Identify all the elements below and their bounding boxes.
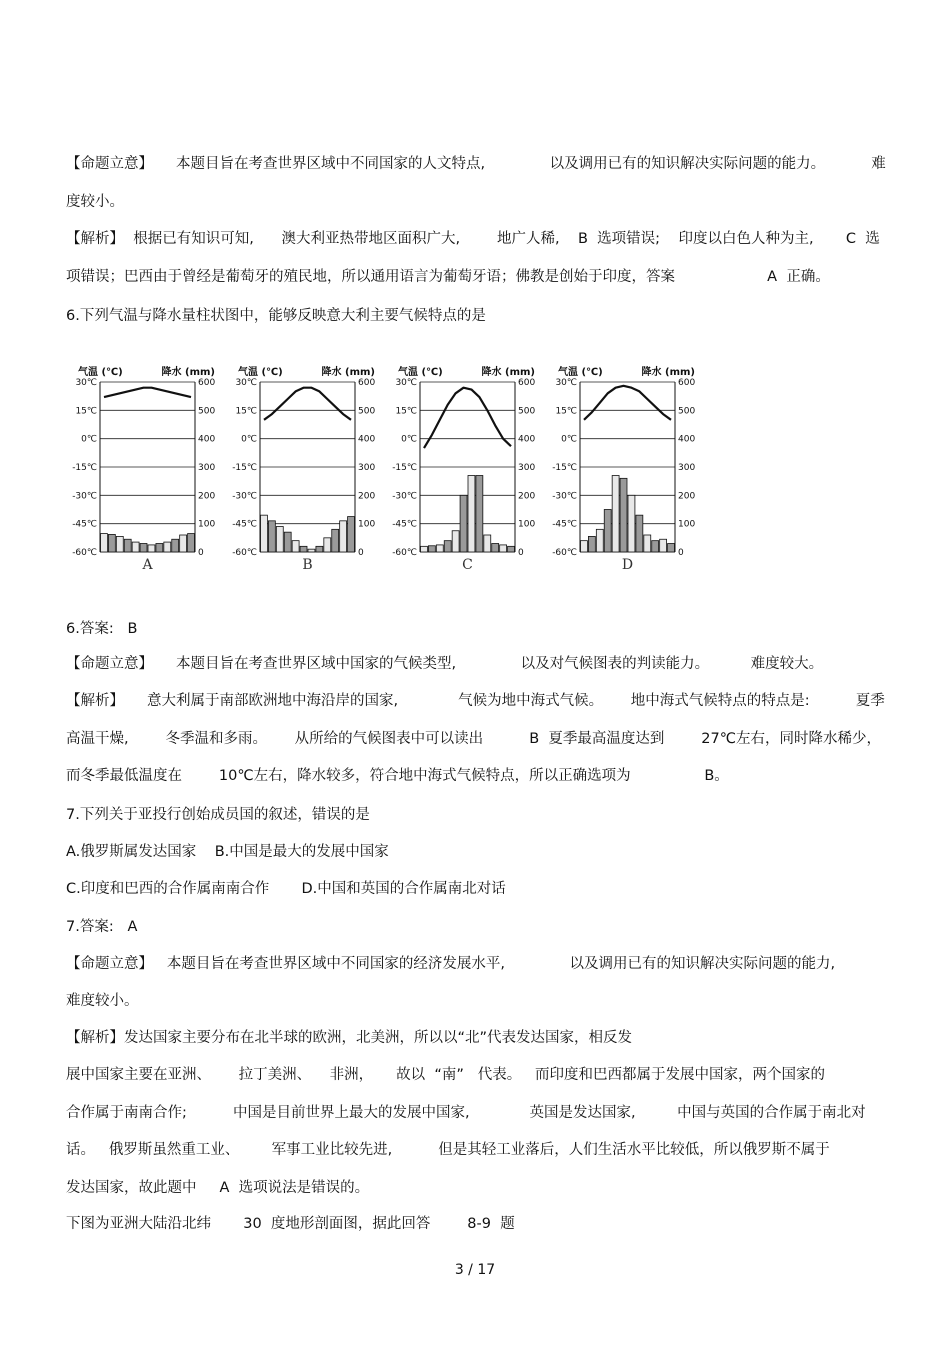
precip-tick-label: 0: [198, 548, 204, 558]
precip-tick-label: 200: [198, 491, 216, 502]
precip-bar: [316, 546, 323, 552]
temp-tick-label: -15℃: [232, 463, 257, 473]
temp-axis-title: 气温 (℃): [78, 367, 123, 378]
temp-tick-label: -30℃: [72, 491, 97, 502]
temp-tick-label: 30℃: [395, 378, 417, 388]
precip-bar: [620, 478, 627, 552]
temp-tick-label: -60℃: [552, 548, 577, 558]
precip-bar: [180, 535, 187, 552]
precip-tick-label: 400: [518, 434, 536, 445]
answer-6: 6.答案: B: [66, 621, 138, 637]
temp-tick-label: -30℃: [232, 491, 257, 502]
precip-bar: [596, 529, 603, 552]
answer-7: 7.答案: A: [66, 919, 138, 935]
precip-bar: [476, 476, 483, 553]
precip-bar: [492, 544, 499, 553]
precip-bar: [421, 546, 428, 552]
doc-line-4: 项错误；巴西由于曾经是葡萄牙的殖民地，所以通用语言为葡萄牙语；佛教是创始于印度，答案 A 正确。: [66, 269, 830, 285]
precip-bar: [124, 539, 131, 552]
precip-tick-label: 100: [518, 519, 536, 530]
precip-tick-label: 500: [198, 406, 216, 417]
precip-tick-label: 400: [198, 434, 216, 445]
precip-bar: [308, 549, 315, 552]
precip-tick-label: 600: [518, 378, 536, 388]
doc-line-1: 【命题立意】 本题目旨在考查世界区域中不同国家的人文特点, 以及调用已有的知识解决实际问题的能力。 难: [66, 156, 886, 172]
temp-tick-label: -60℃: [392, 548, 417, 558]
precip-bar: [484, 535, 491, 552]
precip-tick-label: 0: [678, 548, 684, 558]
precip-tick-label: 500: [518, 406, 536, 417]
precip-bar: [292, 541, 299, 552]
precip-bar: [581, 541, 588, 552]
temp-tick-label: 15℃: [395, 406, 417, 417]
doc-line-15: 【命题立意】 本题目旨在考查世界区域中不同国家的经济发展水平, 以及调用已有的知识解决实际问题的能力,: [66, 956, 836, 972]
precip-bar: [156, 544, 163, 553]
chart-label: D: [621, 557, 634, 573]
climate-charts: [70, 360, 720, 580]
temp-tick-label: -60℃: [232, 548, 257, 558]
precip-bar: [164, 542, 171, 552]
precip-tick-label: 200: [678, 491, 696, 502]
doc-line-10: 而冬季最低温度在 10℃左右，降水较多，符合地中海式气候特点，所以正确选项为 B。: [66, 768, 729, 784]
temp-axis-title: 气温 (℃): [398, 367, 443, 378]
temp-axis-title: 气温 (℃): [238, 367, 283, 378]
precip-bar: [268, 521, 275, 552]
precip-bar: [300, 546, 307, 552]
precip-bar: [660, 539, 667, 552]
precip-bar: [612, 476, 619, 553]
temp-tick-label: -45℃: [72, 519, 97, 530]
doc-line-22: 下图为亚洲大陆沿北纬 30 度地形剖面图，据此回答 8-9 题: [66, 1216, 515, 1232]
precip-bar: [604, 510, 611, 553]
precip-tick-label: 400: [358, 434, 376, 445]
precip-bar: [452, 531, 459, 552]
precip-tick-label: 100: [198, 519, 216, 530]
precip-tick-label: 500: [358, 406, 376, 417]
temp-tick-label: 0℃: [561, 434, 577, 445]
precip-bar: [444, 541, 451, 552]
temp-tick-label: 0℃: [241, 434, 257, 445]
chart-label: C: [462, 557, 473, 573]
temperature-line: [584, 386, 671, 420]
precip-tick-label: 100: [358, 519, 376, 530]
precip-tick-label: 300: [678, 463, 696, 473]
precip-tick-label: 300: [198, 463, 216, 473]
precip-bar: [108, 534, 115, 552]
precip-bar: [172, 539, 179, 552]
precip-bar: [500, 545, 507, 552]
precip-tick-label: 600: [198, 378, 216, 388]
precip-tick-label: 200: [518, 491, 536, 502]
precip-tick-label: 0: [518, 548, 524, 558]
temp-tick-label: -60℃: [72, 548, 97, 558]
precip-bar: [116, 536, 123, 552]
precip-tick-label: 500: [678, 406, 696, 417]
climate-chart-a: [70, 360, 220, 575]
temp-tick-label: -45℃: [232, 519, 257, 530]
temp-tick-label: 30℃: [235, 378, 257, 388]
temp-tick-label: -15℃: [72, 463, 97, 473]
precip-tick-label: 100: [678, 519, 696, 530]
precip-bar: [140, 544, 147, 553]
precip-axis-title: 降水 (mm): [321, 367, 375, 378]
precip-bar: [332, 529, 339, 552]
precip-tick-label: 0: [358, 548, 364, 558]
precip-tick-label: 400: [678, 434, 696, 445]
doc-line-7: 【命题立意】 本题目旨在考查世界区域中国家的气候类型, 以及对气候图表的判读能力。 难度较大。: [66, 656, 824, 672]
precip-bar: [460, 495, 467, 552]
precip-bar: [628, 495, 635, 552]
temp-tick-label: 30℃: [555, 378, 577, 388]
climate-chart-c: [390, 360, 540, 575]
precip-bar: [284, 532, 291, 552]
temp-tick-label: 0℃: [81, 434, 97, 445]
precip-tick-label: 200: [358, 491, 376, 502]
precip-bar: [588, 536, 595, 552]
temp-axis-title: 气温 (℃): [558, 367, 603, 378]
precip-bar: [428, 546, 435, 552]
doc-line-2: 度较小。: [66, 194, 124, 210]
temp-tick-label: -45℃: [552, 519, 577, 530]
precip-bar: [644, 535, 651, 552]
precip-bar: [132, 542, 139, 552]
precip-tick-label: 300: [358, 463, 376, 473]
doc-line-17: 【解析】发达国家主要分布在北半球的欧洲，北美洲，所以以“北”代表发达国家，相反发: [66, 1030, 633, 1046]
precip-bar: [652, 541, 659, 552]
precip-tick-label: 600: [678, 378, 696, 388]
temp-tick-label: -15℃: [392, 463, 417, 473]
doc-line-19: 合作属于南南合作; 中国是目前世界上最大的发展中国家, 英国是发达国家, 中国与英国的合作属于南北对: [66, 1105, 866, 1121]
question-6: 6.下列气温与降水量柱状图中，能够反映意大利主要气候特点的是: [66, 308, 486, 324]
page-number: 3 / 17: [454, 1262, 496, 1278]
doc-line-20: 话。 俄罗斯虽然重工业、 军事工业比较先进, 但是其轻工业落后，人们生活水平比较低，所以俄罗斯不属于: [66, 1142, 830, 1158]
doc-line-18: 展中国家主要在亚洲、 拉丁美洲、 非洲， 故以 “南” 代表。 而印度和巴西都属于发展中国家，两个国家的: [66, 1067, 826, 1083]
temperature-line: [104, 388, 191, 397]
precip-axis-title: 降水 (mm): [161, 367, 215, 378]
chart-label: A: [142, 557, 153, 573]
temp-tick-label: -15℃: [552, 463, 577, 473]
precip-tick-label: 300: [518, 463, 536, 473]
precip-bar: [101, 534, 108, 552]
question-7-options-cd: C.印度和巴西的合作属南南合作 D.中国和英国的合作属南北对话: [66, 881, 506, 897]
precip-bar: [276, 527, 283, 553]
temp-tick-label: -30℃: [552, 491, 577, 502]
doc-line-9: 高温干燥, 冬季温和多雨。 从所给的气候图表中可以读出 B 夏季最高温度达到 27℃左右，同时降水稀少，: [66, 731, 881, 747]
temp-tick-label: -45℃: [392, 519, 417, 530]
doc-line-8: 【解析】 意大利属于南部欧洲地中海沿岸的国家, 气候为地中海式气候。 地中海式气候特点的特点是: 夏季: [66, 693, 885, 709]
temp-tick-label: 30℃: [75, 378, 97, 388]
temp-tick-label: 15℃: [555, 406, 577, 417]
question-7: 7.下列关于亚投行创始成员国的叙述，错误的是: [66, 807, 370, 823]
temperature-line: [264, 388, 351, 420]
precip-bar: [261, 515, 268, 552]
precip-bar: [468, 476, 475, 553]
doc-line-21: 发达国家，故此题中 A 选项说法是错误的。: [66, 1180, 370, 1196]
temp-tick-label: -30℃: [392, 491, 417, 502]
doc-line-3: 【解析】 根据已有知识可知, 澳大利亚热带地区面积广大, 地广人稀, B 选项错误; 印度以白色人种为主, C 选: [66, 231, 880, 247]
question-7-options-ab: A.俄罗斯属发达国家 B.中国是最大的发展中国家: [66, 844, 389, 860]
precip-bar: [508, 546, 515, 552]
precip-bar: [436, 545, 443, 552]
temp-tick-label: 15℃: [75, 406, 97, 417]
temp-tick-label: 15℃: [235, 406, 257, 417]
precip-bar: [668, 544, 675, 553]
chart-label: B: [302, 557, 313, 573]
precip-bar: [188, 534, 195, 552]
precip-bar: [636, 515, 643, 552]
precip-bar: [148, 545, 155, 552]
doc-line-16: 难度较小。: [66, 993, 139, 1009]
precip-bar: [340, 521, 347, 552]
temp-tick-label: 0℃: [401, 434, 417, 445]
precip-bar: [348, 517, 355, 552]
climate-chart-b: [230, 360, 380, 575]
precip-axis-title: 降水 (mm): [481, 367, 535, 378]
precip-bar: [324, 538, 331, 552]
precip-axis-title: 降水 (mm): [641, 367, 695, 378]
climate-chart-d: [550, 360, 700, 575]
precip-tick-label: 600: [358, 378, 376, 388]
